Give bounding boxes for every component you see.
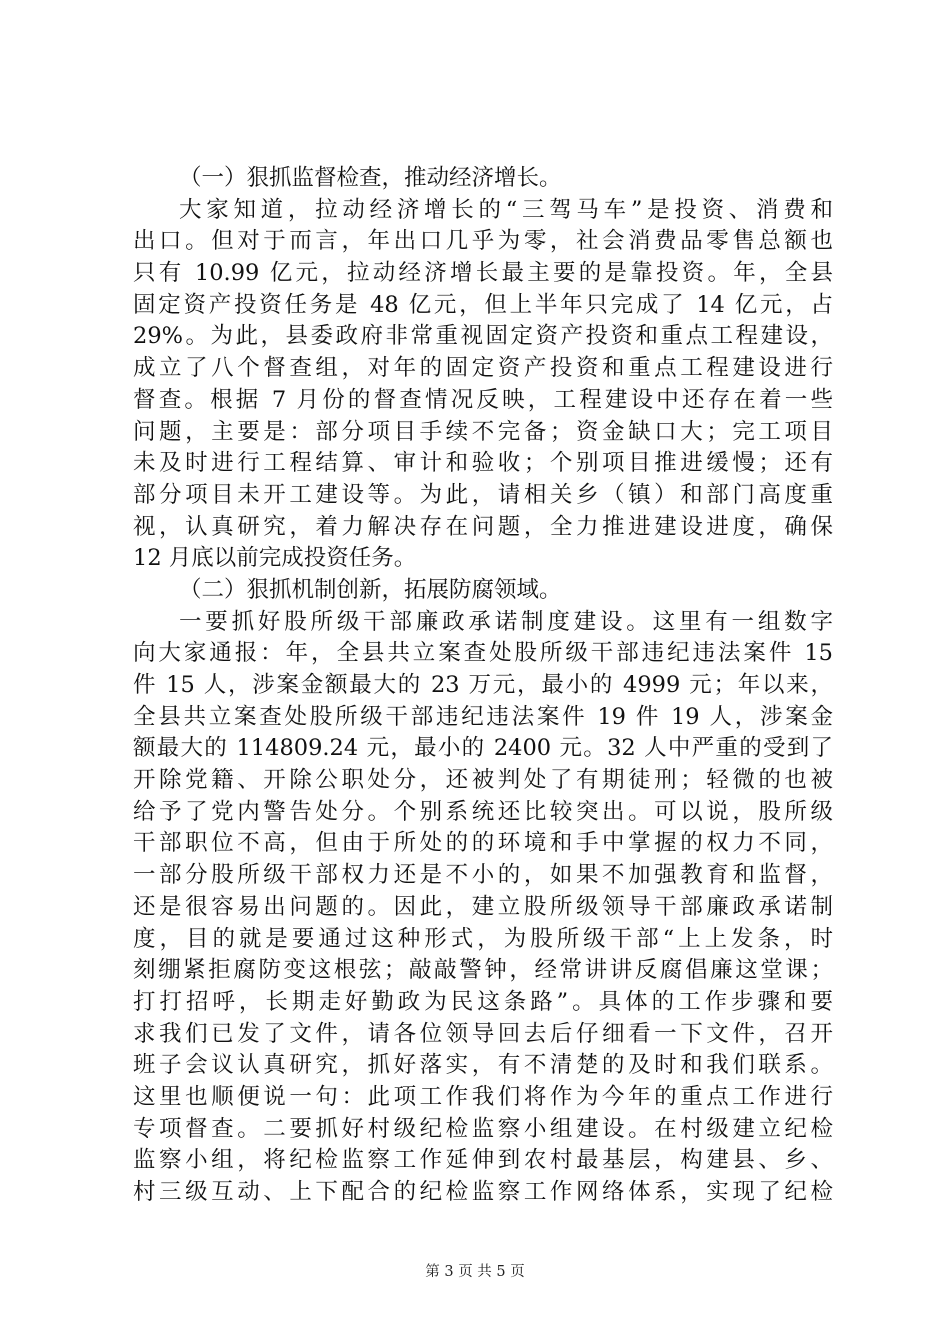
text-line: （一）狠抓监督检查，推动经济增长。 (179, 165, 562, 191)
text-line: 只有 10.99 亿元，拉动经济增长最主要的是靠投资。年，全县 (133, 260, 833, 287)
text-line: 督查。根据 7 月份的督查情况反映，工程建设中还存在着一些 (133, 386, 833, 413)
text-line: 还是很容易出问题的。因此，建立股所级领导干部廉政承诺制 (133, 893, 833, 920)
text-line: 给予了党内警告处分。个别系统还比较突出。可以说，股所级 (133, 798, 833, 825)
text-line: 成立了八个督查组，对年的固定资产投资和重点工程建设进行 (133, 355, 833, 382)
text-line: 额最大的 114809.24 元，最小的 2400 元。32 人中严重的受到了 (133, 735, 833, 762)
text-line: 监察小组，将纪检监察工作延伸到农村最基层，构建县、乡、 (133, 1147, 833, 1174)
text-line: 专项督查。二要抓好村级纪检监察小组建设。在村级建立纪检 (133, 1115, 833, 1142)
text-line: 求我们已发了文件，请各位领导回去后仔细看一下文件，召开 (133, 1020, 833, 1047)
text-line: 一部分股所级干部权力还是不小的，如果不加强教育和监督， (133, 862, 833, 889)
text-line: 一要抓好股所级干部廉政承诺制度建设。这里有一组数字 (179, 608, 833, 635)
text-line: 干部职位不高，但由于所处的的环境和手中掌握的权力不同， (133, 830, 833, 857)
text-line: 打打招呼，长期走好勤政为民这条路”。具体的工作步骤和要 (133, 988, 833, 1015)
text-line: 全县共立案查处股所级干部违纪违法案件 19 件 19 人，涉案金 (133, 703, 833, 730)
page-footer: 第 3 页 共 5 页 (425, 1264, 525, 1280)
text-line: 视，认真研究，着力解决存在问题，全力推进建设进度，确保 (133, 513, 833, 540)
document-body (133, 163, 833, 1209)
text-line: 刻绷紧拒腐防变这根弦；敲敲警钟，经常讲讲反腐倡廉这堂课； (133, 957, 833, 984)
text-line: 件 15 人，涉案金额最大的 23 万元，最小的 4999 元；年以来， (133, 672, 833, 698)
text-line: 固定资产投资任务是 48 亿元，但上半年只完成了 14 亿元，占 (133, 291, 833, 318)
text-line: 开除党籍、开除公职处分，还被判处了有期徒刑；轻微的也被 (133, 767, 833, 794)
text-line: 向大家通报：年，全县共立案查处股所级干部违纪违法案件 15 (133, 640, 833, 667)
text-line: 度，目的就是要通过这种形式，为股所级干部“上上发条，时 (133, 925, 833, 952)
text-line: 29%。为此，县委政府非常重视固定资产投资和重点工程建设， (133, 323, 833, 350)
text-line: 这里也顺便说一句：此项工作我们将作为今年的重点工作进行 (133, 1083, 833, 1110)
text-line: 出口。但对于而言，年出口几乎为零，社会消费品零售总额也 (133, 228, 833, 255)
text-line: 未及时进行工程结算、审计和验收；个别项目推进缓慢；还有 (133, 450, 833, 477)
text-line: （二）狠抓机制创新，拓展防腐领域。 (179, 576, 562, 603)
text-line: 大家知道，拉动经济增长的“三驾马车”是投资、消费和 (179, 196, 833, 223)
text-line: 班子会议认真研究，抓好落实，有不清楚的及时和我们联系。 (133, 1052, 833, 1079)
text-line: 村三级互动、上下配合的纪检监察工作网络体系，实现了纪检 (133, 1179, 833, 1205)
text-line: 12 月底以前完成投资任务。 (133, 545, 417, 572)
text-line: 部分项目未开工建设等。为此，请相关乡（镇）和部门高度重 (133, 481, 833, 508)
text-line: 问题，主要是：部分项目手续不完备；资金缺口大；完工项目 (133, 418, 833, 445)
